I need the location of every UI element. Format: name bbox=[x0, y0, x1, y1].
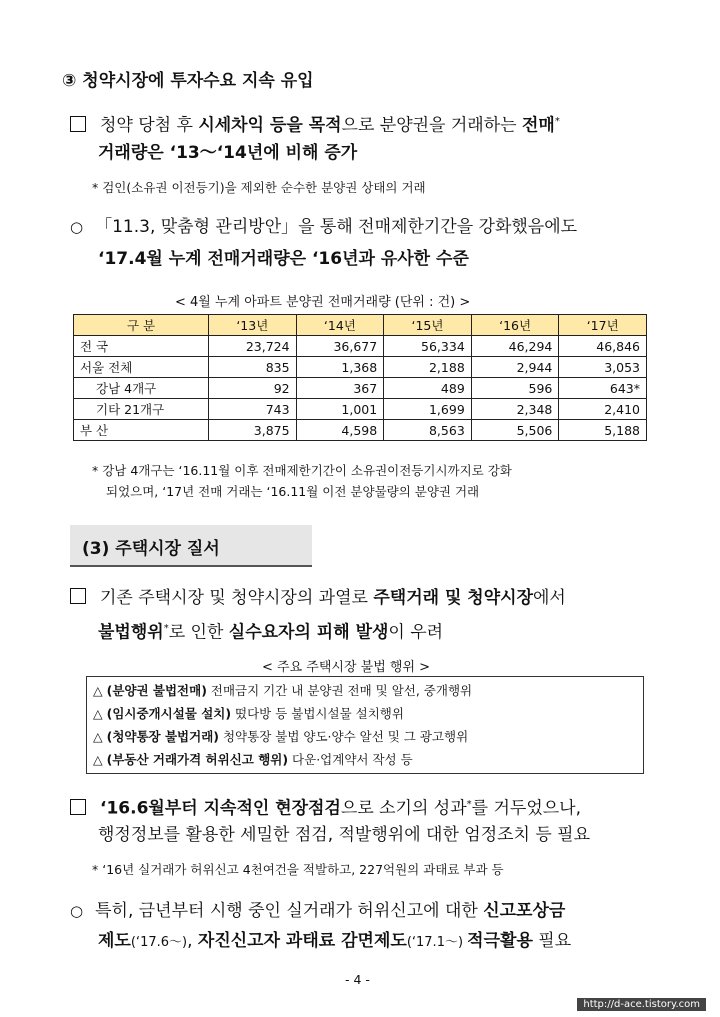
triangle-icon: △ bbox=[93, 683, 103, 698]
text: 전매금지 기간 내 분양권 전매 및 알선, 중개행위 bbox=[206, 683, 473, 698]
table-row bbox=[74, 378, 647, 399]
text-bold: (부동산 거래가격 허위신고 행위) bbox=[106, 752, 289, 767]
cell-value: 1,368 bbox=[296, 357, 384, 378]
illegal-act-item bbox=[93, 681, 472, 699]
text: 청약 당첨 후 bbox=[100, 115, 199, 136]
text: 으로 분양권을 거래하는 bbox=[341, 115, 522, 136]
footnote-penalty: * ‘16년 실거래가 허위신고 4천여건을 적발하고, 227억원의 과태료 부과 등 bbox=[92, 862, 504, 877]
table-row bbox=[74, 420, 647, 441]
paragraph-illegal-concern bbox=[70, 583, 566, 613]
cell-value: 23,724 bbox=[209, 336, 297, 357]
cell-value: 3,053 bbox=[559, 357, 647, 378]
cell-value: 489 bbox=[384, 378, 472, 399]
footnote-marker: * bbox=[554, 116, 560, 127]
text: 「11.3, 맞춤형 관리방안」을 통해 전매제한기간을 강화했음에도 bbox=[95, 217, 578, 237]
cell-value: 5,188 bbox=[559, 420, 647, 441]
text: (‘17.1～) bbox=[406, 935, 468, 950]
cell-value: 8,563 bbox=[384, 420, 472, 441]
cell-value: 835 bbox=[209, 357, 297, 378]
text-bold: 불법행위 bbox=[98, 622, 164, 643]
cell-value: 92 bbox=[209, 378, 297, 399]
text-bold: (청약통장 불법거래) bbox=[106, 729, 219, 744]
paragraph-restriction bbox=[70, 212, 577, 242]
paragraph-reward bbox=[70, 896, 565, 926]
cell-value: 2,348 bbox=[471, 399, 559, 420]
illegal-act-item bbox=[93, 704, 404, 722]
row-label: 부 산 bbox=[74, 420, 209, 441]
paragraph-inspection-line2: 행정정보를 활용한 세밀한 점검, 적발행위에 대한 엄정조치 등 필요 bbox=[98, 825, 591, 845]
cell-value: 2,944 bbox=[471, 357, 559, 378]
footnote-marker: * bbox=[163, 623, 169, 634]
text-bold: 전매 bbox=[521, 115, 555, 136]
paragraph-inspection bbox=[70, 790, 581, 824]
triangle-icon: △ bbox=[93, 729, 103, 744]
cell-value: 46,294 bbox=[471, 336, 559, 357]
footnote-gangnam-line2: 되었으며, ‘17년 전매 거래는 ‘16.11월 이전 분양물량의 분양권 거래 bbox=[106, 484, 480, 499]
header-cell: ‘15년 bbox=[384, 315, 472, 336]
illegal-acts-box bbox=[86, 676, 644, 774]
cell-value: 1,001 bbox=[296, 399, 384, 420]
table-caption: < 4월 누계 아파트 분양권 전매거래량 (단위 : 건) > bbox=[175, 295, 471, 310]
section-heading-subscription-market: ③ 청약시장에 투자수요 지속 유입 bbox=[62, 71, 314, 91]
text: 로 인한 bbox=[168, 622, 229, 643]
footnote-gangnam-line1: * 강남 4개구는 ‘16.11월 이후 전매제한기간이 소유권이전등기시까지로 강화 bbox=[92, 463, 512, 478]
cell-value: 1,699 bbox=[384, 399, 472, 420]
paragraph-restriction-line2: ‘17.4월 누계 전매거래량은 ‘16년과 유사한 수준 bbox=[98, 249, 469, 269]
text: 다운·업계약서 작성 등 bbox=[288, 752, 413, 767]
triangle-icon: △ bbox=[93, 752, 103, 767]
cell-value: 596 bbox=[471, 378, 559, 399]
text: , bbox=[187, 931, 198, 951]
triangle-icon: △ bbox=[93, 706, 103, 721]
paragraph-illegal-concern-line2 bbox=[98, 614, 443, 648]
header-cell: ‘13년 bbox=[209, 315, 297, 336]
square-bullet-icon bbox=[70, 588, 86, 604]
page-number: - 4 - bbox=[345, 972, 370, 987]
watermark-url: http://d-ace.tistory.com bbox=[577, 998, 706, 1011]
text: 이 우려 bbox=[388, 622, 444, 643]
resale-volume-table bbox=[73, 314, 647, 441]
text-bold: 신고포상금 bbox=[483, 901, 566, 921]
text-bold: 적극활용 bbox=[467, 931, 533, 951]
cell-value: 367 bbox=[296, 378, 384, 399]
cell-value: 46,846 bbox=[559, 336, 647, 357]
paragraph-reward-line2 bbox=[98, 926, 571, 958]
illegal-act-item bbox=[93, 750, 413, 768]
cell-value: 5,506 bbox=[471, 420, 559, 441]
text-bold: (임시중개시설물 설치) bbox=[106, 706, 232, 721]
table-row bbox=[74, 357, 647, 378]
paragraph-resale-volume-line2: 거래량은 ‘13～‘14년에 비해 증가 bbox=[98, 143, 358, 163]
row-label-indented: 기타 21개구 bbox=[74, 399, 209, 420]
row-label-indented: 강남 4개구 bbox=[74, 378, 209, 399]
square-bullet-icon bbox=[70, 116, 86, 132]
text-bold: 제도 bbox=[98, 931, 131, 951]
table-row bbox=[74, 336, 647, 357]
section-title: (3) 주택시장 질서 bbox=[82, 539, 220, 559]
row-label: 전 국 bbox=[74, 336, 209, 357]
circle-bullet-icon: ○ bbox=[70, 902, 84, 920]
text-bold: 자진신고자 과태료 감면제도 bbox=[197, 931, 407, 951]
table-row bbox=[74, 399, 647, 420]
row-label: 서울 전체 bbox=[74, 357, 209, 378]
text: 를 거두었으나, bbox=[471, 798, 581, 819]
text: 에서 bbox=[533, 588, 566, 608]
cell-value: 56,334 bbox=[384, 336, 472, 357]
text: 특히, 금년부터 시행 중인 실거래가 허위신고에 대한 bbox=[95, 901, 484, 921]
illegal-act-item bbox=[93, 727, 468, 745]
cell-value: 2,410 bbox=[559, 399, 647, 420]
text: 기존 주택시장 및 청약시장의 과열로 bbox=[100, 588, 374, 608]
text-bold: 실수요자의 피해 발생 bbox=[228, 622, 389, 643]
text: 청약통장 불법 양도·양수 알선 및 그 광고행위 bbox=[219, 729, 469, 744]
cell-value: 36,677 bbox=[296, 336, 384, 357]
footnote-marker: * bbox=[466, 799, 472, 810]
text-bold: 지속적인 현장점검 bbox=[203, 798, 341, 819]
text: (‘17.6～) bbox=[130, 935, 188, 950]
section-header-box bbox=[70, 525, 312, 567]
cell-value: 3,875 bbox=[209, 420, 297, 441]
cell-value: 4,598 bbox=[296, 420, 384, 441]
cell-value: 743 bbox=[209, 399, 297, 420]
header-cell: ‘14년 bbox=[296, 315, 384, 336]
text: 떴다방 등 불법시설물 설치행위 bbox=[231, 706, 404, 721]
header-cell: 구 분 bbox=[74, 315, 209, 336]
square-bullet-icon bbox=[70, 799, 86, 815]
text-bold: (분양권 불법전매) bbox=[106, 683, 207, 698]
illegal-acts-caption: < 주요 주택시장 불법 행위 > bbox=[262, 660, 431, 675]
text: 필요 bbox=[532, 931, 572, 951]
text-bold: 주택거래 및 청약시장 bbox=[373, 588, 533, 608]
header-cell: ‘16년 bbox=[471, 315, 559, 336]
table-header-row bbox=[74, 315, 647, 336]
text-bold: 시세차익 등을 목적 bbox=[198, 115, 342, 136]
header-cell: ‘17년 bbox=[559, 315, 647, 336]
text: 으로 소기의 성과 bbox=[340, 798, 467, 819]
circle-bullet-icon: ○ bbox=[70, 218, 84, 236]
paragraph-resale-volume bbox=[70, 107, 560, 141]
footnote-registration: * 검인(소유권 이전등기)을 제외한 순수한 분양권 상태의 거래 bbox=[92, 180, 426, 195]
text-bold: ‘16.6월부터 bbox=[100, 798, 204, 819]
cell-value: 2,188 bbox=[384, 357, 472, 378]
cell-value: 643* bbox=[559, 378, 647, 399]
